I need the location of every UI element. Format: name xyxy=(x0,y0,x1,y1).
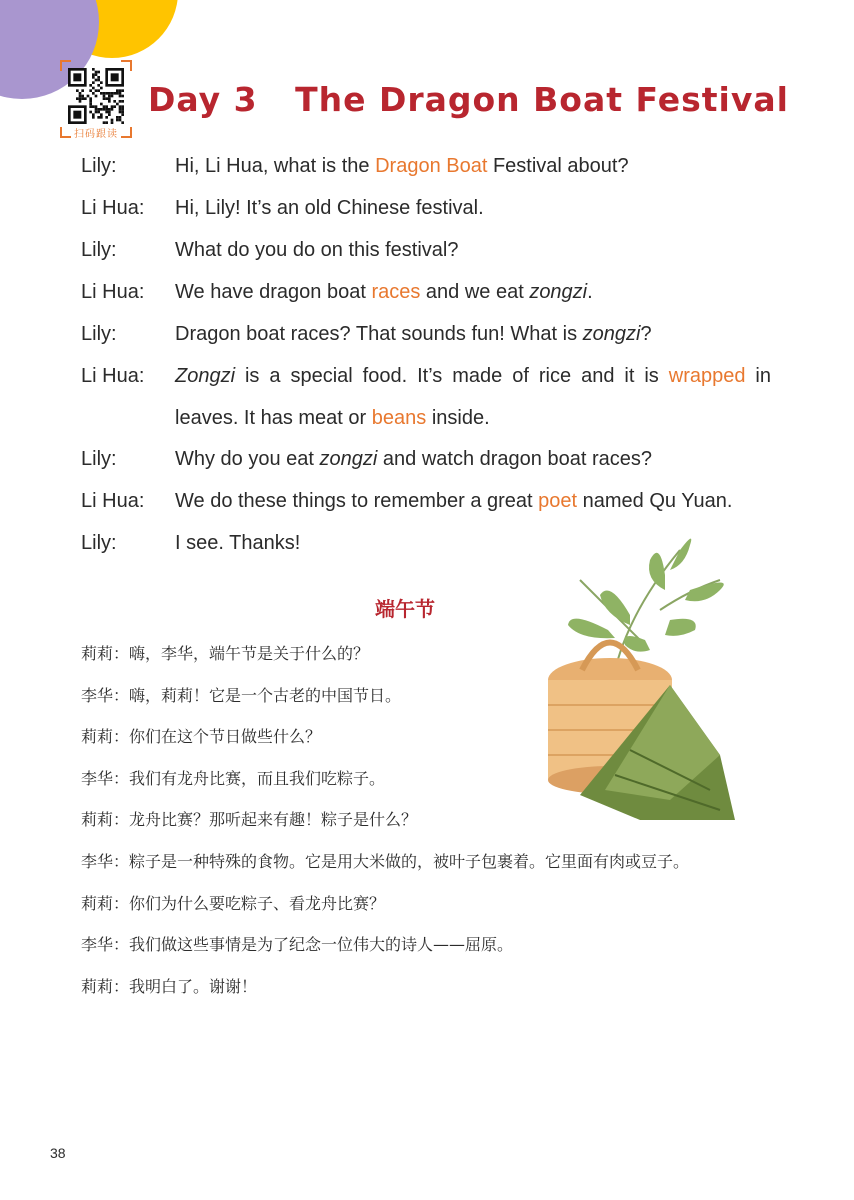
dialogue-line xyxy=(81,272,781,314)
speech-segment: and we eat xyxy=(420,281,530,303)
chinese-dialogue-line: 李华：嗨，莉莉！它是一个古老的中国节日。 xyxy=(81,685,402,705)
speaker-name: Lily: xyxy=(81,323,117,345)
speech-segment: I see. Thanks! xyxy=(175,532,301,554)
chinese-dialogue-line: 莉莉：你们在这个节日做些什么？ xyxy=(81,727,322,747)
speaker-name: Li Hua: xyxy=(81,365,145,387)
chinese-dialogue-line: 莉莉：我明白了。谢谢！ xyxy=(81,976,258,996)
speech-text xyxy=(175,272,771,314)
dialogue-line xyxy=(81,356,781,439)
vocab-highlight: poet xyxy=(538,490,578,512)
chinese-dialogue-line: 李华：我们做这些事情是为了纪念一位伟大的诗人——屈原。 xyxy=(81,935,514,955)
dialogue-line xyxy=(81,481,781,523)
speech-segment: and watch dragon boat races? xyxy=(377,448,652,470)
speech-text xyxy=(175,188,771,230)
chinese-dialogue-line: 李华：粽子是一种特殊的食物。它是用大米做的，被叶子包裹着。它里面有肉或豆子。 xyxy=(81,851,690,871)
vocab-highlight: beans xyxy=(371,406,427,429)
speech-text xyxy=(175,146,771,188)
speech-segment: . xyxy=(587,281,593,303)
speaker-name: Lily: xyxy=(81,532,117,554)
speaker-name: Lily: xyxy=(81,239,117,261)
speech-text xyxy=(175,439,771,481)
italic-term: zongzi xyxy=(582,323,641,345)
speaker-name: Li Hua: xyxy=(81,281,145,303)
chinese-dialogue-line: 李华：我们有龙舟比赛，而且我们吃粽子。 xyxy=(81,768,386,788)
page-number: 38 xyxy=(50,1145,66,1161)
speech-segment: Hi, Lily! It’s an old Chinese festival. xyxy=(175,197,484,219)
qr-code-block[interactable] xyxy=(60,60,132,138)
speech-text xyxy=(175,356,771,439)
speech-segment: named Qu Yuan. xyxy=(577,490,733,512)
qr-code-icon[interactable] xyxy=(68,68,124,124)
speech-text xyxy=(175,230,771,272)
speaker-name: Li Hua: xyxy=(81,490,145,512)
qr-caption: 扫码跟读 xyxy=(74,129,118,140)
italic-term: Zongzi xyxy=(175,365,236,387)
vocab-highlight: wrapped xyxy=(668,365,746,387)
dialogue-line xyxy=(81,314,781,356)
speech-segment: ? xyxy=(640,323,652,345)
chinese-title: 端午节 xyxy=(375,597,435,621)
dialogue-line xyxy=(81,230,781,272)
speech-segment: Hi, Li Hua, what is the xyxy=(175,155,376,177)
english-dialogue xyxy=(81,146,781,565)
chinese-dialogue-line: 莉莉：嗨，李华，端午节是关于什么的？ xyxy=(81,644,370,663)
dialogue-line xyxy=(81,146,781,188)
speech-segment: We have dragon boat xyxy=(175,281,372,303)
speaker-name: Lily: xyxy=(81,155,117,177)
speaker-name: Li Hua: xyxy=(81,197,145,219)
vocab-highlight: Dragon Boat xyxy=(375,155,488,177)
chinese-dialogue-line: 莉莉：你们为什么要吃粽子、看龙舟比赛？ xyxy=(81,893,386,913)
speech-segment: Festival about? xyxy=(487,155,629,177)
page-title: Day 3 The Dragon Boat Festival xyxy=(148,80,789,119)
chinese-dialogue-line: 莉莉：龙舟比赛？那听起来有趣！粽子是什么？ xyxy=(81,810,418,830)
dialogue-line xyxy=(81,188,781,230)
speech-segment: inside. xyxy=(426,406,490,429)
speech-text xyxy=(175,314,771,356)
speech-segment: is a special food. It’s made of rice and it is xyxy=(235,365,669,387)
dialogue-line xyxy=(81,439,781,481)
vocab-highlight: races xyxy=(371,281,421,303)
speech-segment: Dragon boat races? That sounds fun! What is xyxy=(175,323,583,345)
italic-term: zongzi xyxy=(319,448,378,470)
speech-segment: We do these things to remember a great xyxy=(175,490,539,512)
italic-term: zongzi xyxy=(529,281,588,303)
zongzi-basket-illustration xyxy=(520,520,760,838)
speech-segment: in leaves. It has meat or xyxy=(175,365,771,429)
speech-segment: Why do you eat xyxy=(175,448,320,470)
speaker-name: Lily: xyxy=(81,448,117,470)
speech-text xyxy=(175,481,771,523)
speech-segment: What do you do on this festival? xyxy=(175,239,459,261)
